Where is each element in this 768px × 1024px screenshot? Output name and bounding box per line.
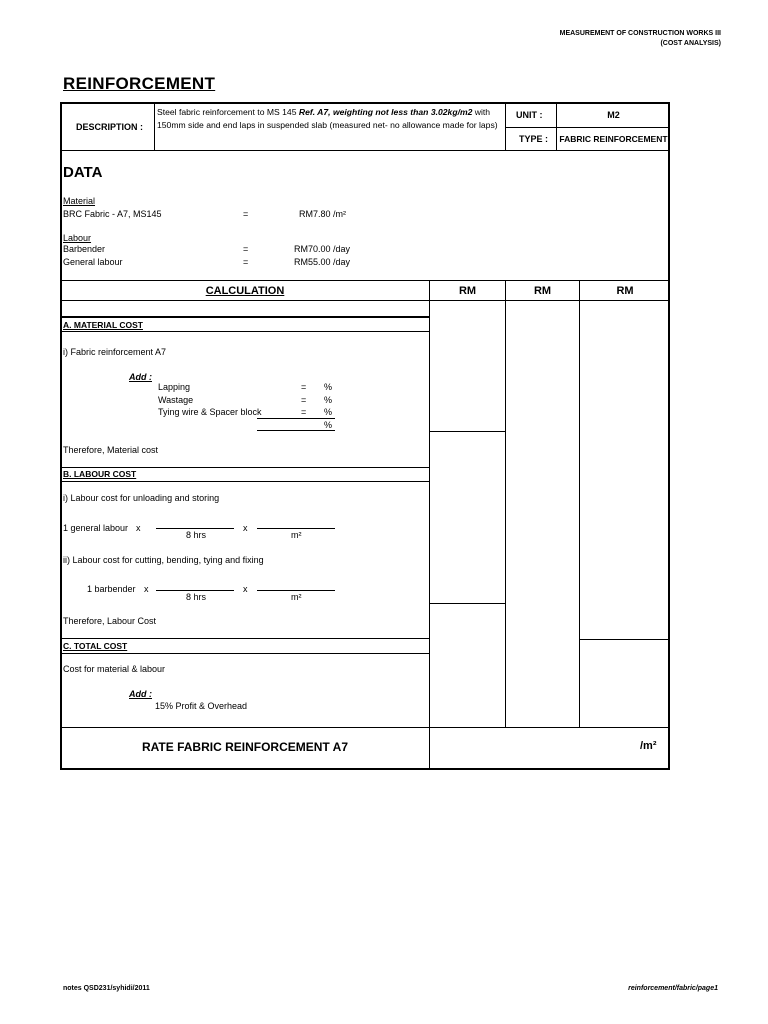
labour-calc-2-unit: m² <box>291 592 302 602</box>
rate-label: RATE FABRIC REINFORCEMENT A7 <box>141 740 348 754</box>
material-cost-therefore: Therefore, Material cost <box>63 445 159 455</box>
labour-calc-2-hours: 8 hrs <box>186 592 207 602</box>
material-add-label: Add : <box>129 372 152 382</box>
profit-overhead: 15% Profit & Overhead <box>155 701 248 711</box>
course-title: MEASUREMENT OF CONSTRUCTION WORKS III <box>559 30 721 37</box>
labour-cost-item-2: ii) Labour cost for cutting, bending, tying and fixing <box>63 555 264 565</box>
calculation-header: CALCULATION <box>205 285 285 297</box>
description-text: Steel fabric reinforcement to MS 145 Ref. A7, weighting not less than 3.02kg/m2 with 150mm side and end laps in suspended slab (measured net- no allowance made for laps) <box>157 107 498 130</box>
labour-price: RM70.00 /day <box>294 244 351 254</box>
total-add-label: Add : <box>129 689 152 699</box>
material-add-line: Wastage <box>158 395 194 405</box>
material-add-equals: = <box>301 382 307 392</box>
total-cost-heading: C. TOTAL COST <box>63 641 128 651</box>
description-label: DESCRIPTION : <box>76 122 144 132</box>
material-item: BRC Fabric - A7, MS145 <box>63 209 162 219</box>
labour-calc-1-hours: 8 hrs <box>186 530 207 540</box>
type-value: FABRIC REINFORCEMENT <box>559 134 668 144</box>
material-add-equals: = <box>301 407 307 417</box>
rm-header-2: RM <box>533 285 552 297</box>
labour-cost-heading: B. LABOUR COST <box>63 469 137 479</box>
material-add-equals: = <box>301 395 307 405</box>
material-equals: = <box>243 209 249 219</box>
material-add-total: % <box>324 420 333 430</box>
footer-right: reinforcement/fabric/page1 <box>628 985 718 992</box>
material-price: RM7.80 /m² <box>299 209 347 219</box>
page-title: REINFORCEMENT <box>63 74 216 93</box>
material-add-line: Tying wire & Spacer block <box>158 407 262 417</box>
labour-calc-1-times: x <box>136 523 141 533</box>
labour-cost-therefore: Therefore, Labour Cost <box>63 616 157 626</box>
footer-left: notes QSD231/syhidi/2011 <box>63 985 150 992</box>
material-cost-heading: A. MATERIAL COST <box>63 320 143 330</box>
material-cost-item: i) Fabric reinforcement A7 <box>63 347 167 357</box>
data-heading: DATA <box>63 164 103 181</box>
labour-equals: = <box>243 257 249 267</box>
rate-unit: /m² <box>640 740 657 752</box>
labour-calc-1-prefix: 1 general labour <box>63 523 129 533</box>
total-cost-item: Cost for material & labour <box>63 664 166 674</box>
course-subtitle: (COST ANALYSIS) <box>660 40 721 47</box>
labour-item: General labour <box>63 257 123 267</box>
labour-calc-2-prefix: 1 barbender <box>87 584 136 594</box>
labour-equals: = <box>243 244 249 254</box>
unit-value: M2 <box>607 110 620 120</box>
material-add-unit: % <box>324 407 333 417</box>
material-add-unit: % <box>324 382 333 392</box>
labour-calc-1-times: x <box>243 523 248 533</box>
material-add-line: Lapping <box>158 382 191 392</box>
labour-calc-2-times: x <box>144 584 149 594</box>
labour-cost-item-1: i) Labour cost for unloading and storing <box>63 493 220 503</box>
labour-calc-2-times: x <box>243 584 248 594</box>
rm-header-1: RM <box>458 285 477 297</box>
labour-heading: Labour <box>63 233 92 243</box>
labour-price: RM55.00 /day <box>294 257 351 267</box>
labour-item: Barbender <box>63 244 106 254</box>
material-heading: Material <box>63 196 96 206</box>
material-add-unit: % <box>324 395 333 405</box>
rm-header-3: RM <box>616 285 634 297</box>
unit-label: UNIT : <box>516 110 543 120</box>
type-label: TYPE : <box>519 134 549 144</box>
labour-calc-1-unit: m² <box>291 530 302 540</box>
